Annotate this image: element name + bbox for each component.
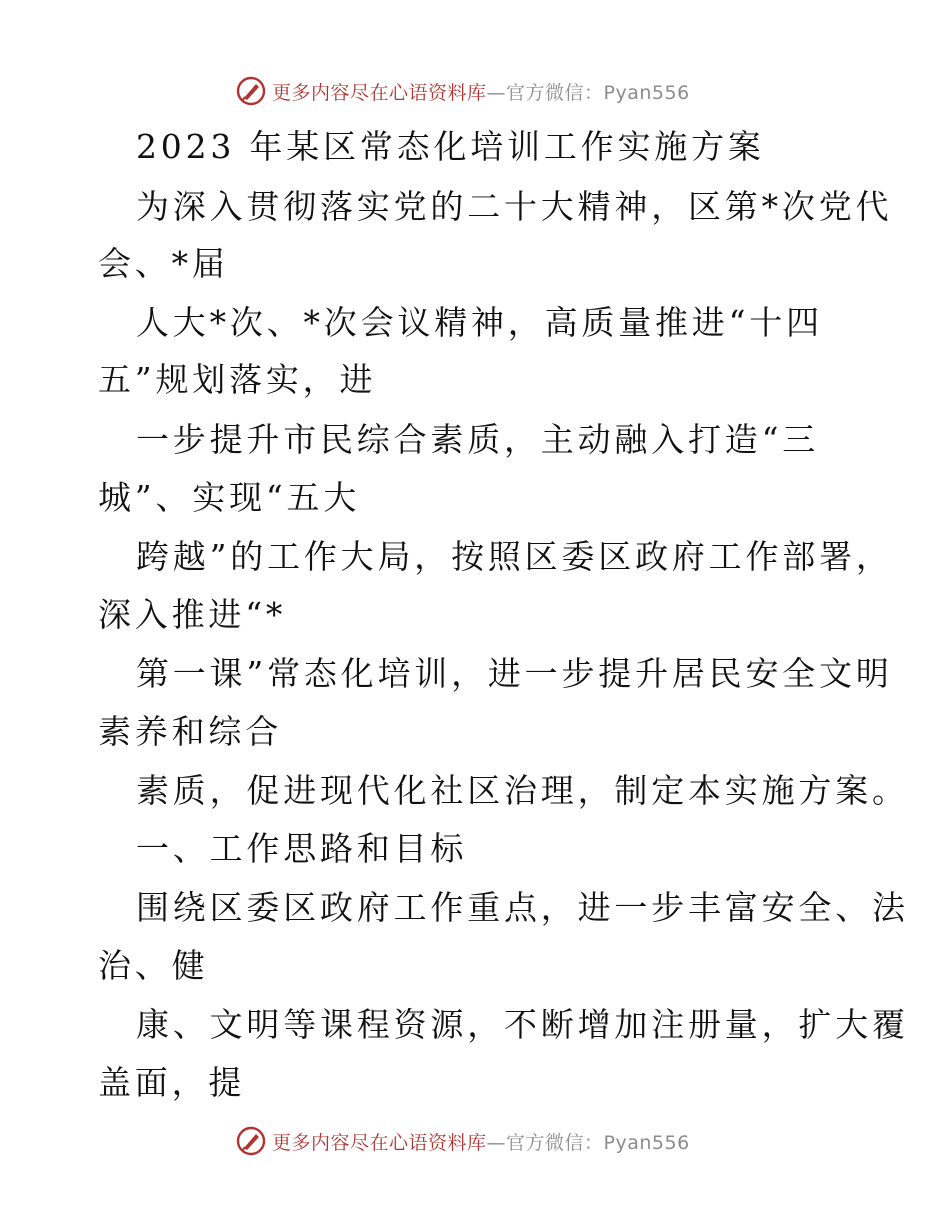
paragraph-line: 跨越”的工作大局，按照区委区政府工作部署， [136, 537, 893, 576]
paragraph-line: 一步提升市民综合素质，主动融入打造“三 [136, 420, 820, 459]
paragraph-line: 素质，促进现代化社区治理，制定本实施方案。 [136, 771, 909, 810]
paragraph-line: 城”、实现“五大 [98, 478, 361, 517]
watermark-footer [236, 1124, 690, 1158]
paragraph-line: 盖面，提 [98, 1063, 246, 1102]
watermark-dash: — [486, 1131, 507, 1154]
watermark-text [272, 1128, 690, 1155]
watermark-text [272, 78, 690, 105]
document-title: 2023 年某区常态化培训工作实施方案 [136, 127, 765, 166]
paragraph-line: 会、*届 [98, 244, 229, 283]
watermark-dash: — [486, 81, 507, 104]
quill-logo-icon [236, 76, 266, 106]
quill-logo-icon [236, 1126, 266, 1156]
paragraph-line: 人大*次、*次会议精神，高质量推进“十四 [136, 303, 823, 342]
section-heading: 一、工作思路和目标 [136, 829, 468, 868]
paragraph-line: 素养和综合 [98, 712, 282, 751]
paragraph-line: 第一课”常态化培训，进一步提升居民安全文明 [136, 654, 893, 693]
watermark-site: 更多内容尽在心语资料库 [272, 81, 487, 104]
paragraph-line: 为深入贯彻落实党的二十大精神，区第*次党代 [136, 187, 893, 226]
watermark-header [236, 74, 690, 108]
paragraph-line: 深入推进“* [98, 595, 287, 634]
paragraph-line: 五”规划落实，进 [98, 360, 377, 399]
watermark-wechat: 官方微信：Pyan556 [506, 81, 690, 104]
paragraph-line: 康、文明等课程资源，不断增加注册量，扩大覆 [136, 1005, 909, 1044]
watermark-site: 更多内容尽在心语资料库 [272, 1131, 487, 1154]
paragraph-line: 治、健 [98, 946, 209, 985]
paragraph-line: 围绕区委区政府工作重点，进一步丰富安全、法 [136, 888, 909, 927]
watermark-wechat: 官方微信：Pyan556 [506, 1131, 690, 1154]
